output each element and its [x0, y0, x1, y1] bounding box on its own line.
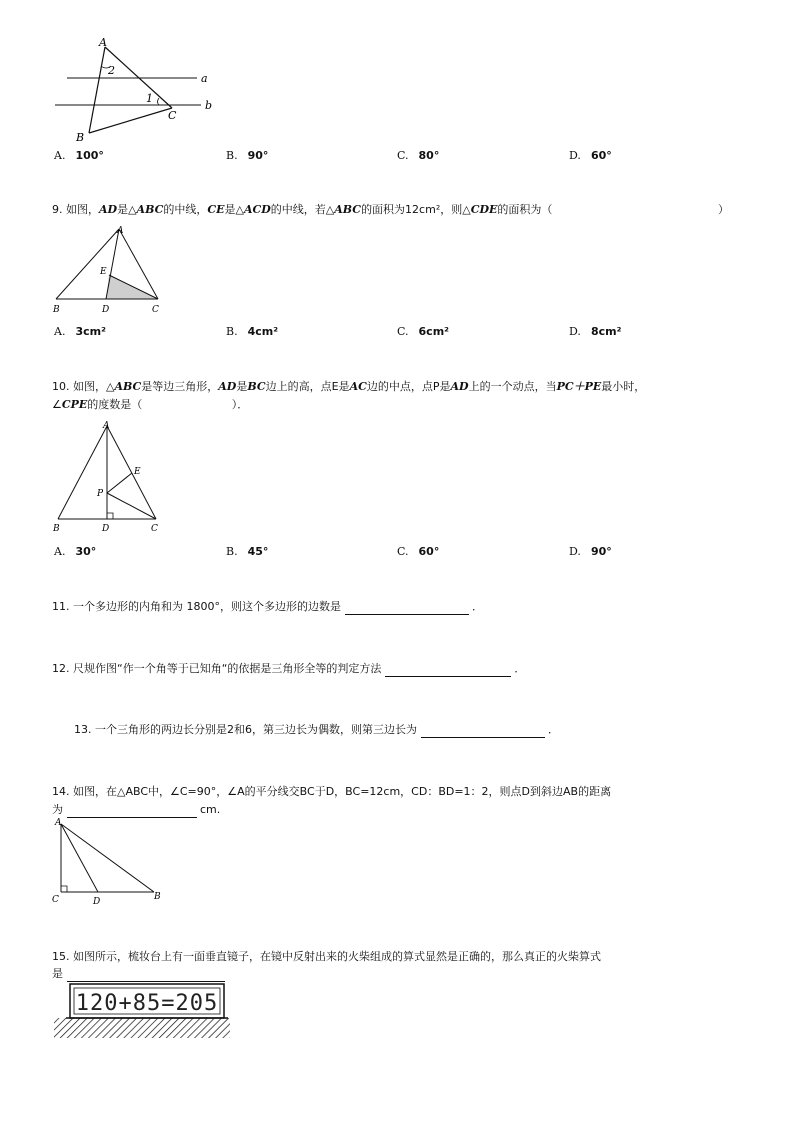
- q14-figure: [50, 815, 170, 909]
- q12-answer-blank[interactable]: [385, 664, 511, 677]
- q15-mirror-equation: 120+85=205: [75, 991, 219, 1016]
- q12-end: ．: [514, 662, 526, 675]
- q10-label-P: P: [97, 489, 104, 499]
- q14-text-wei: 为: [52, 803, 63, 816]
- q13-answer-blank[interactable]: [421, 725, 545, 738]
- option-value: 90°: [590, 545, 612, 558]
- question-number: 11.: [52, 600, 70, 613]
- q10-label-C: C: [151, 524, 158, 534]
- q10-angle-name: CPE: [61, 398, 88, 411]
- q10-angle-sign: ∠: [52, 398, 62, 411]
- q12-stem: [52, 661, 525, 677]
- option-letter: D.: [569, 325, 581, 338]
- q9-text-6: 的面积为12cm²，则△: [361, 203, 471, 216]
- q9-var-2: ABC: [136, 203, 164, 216]
- option-letter: B.: [226, 545, 238, 558]
- option-value: 4cm²: [247, 325, 279, 338]
- question-number: 12.: [52, 662, 70, 675]
- q11-text: 一个多边形的内角和为 1800°，则这个多边形的边数是: [73, 600, 341, 613]
- q14-label-C: C: [52, 895, 59, 905]
- option-value: 6cm²: [418, 325, 449, 338]
- question-number: 9.: [52, 203, 63, 216]
- q9-label-C: C: [152, 305, 159, 315]
- q9-text-3: 的中线，: [163, 203, 208, 216]
- q8-label-1: 1: [146, 92, 153, 105]
- q14-label-D: D: [93, 897, 101, 907]
- option-letter: C.: [397, 545, 409, 558]
- question-number: 14.: [52, 785, 70, 798]
- q9-option-a[interactable]: [54, 325, 106, 338]
- q10-text-2: 是等边三角形，: [141, 380, 219, 393]
- q9-label-E: E: [100, 267, 107, 277]
- option-letter: A.: [54, 325, 66, 338]
- q15-text: 如图所示，梳妆台上有一面垂直镜子，在镜中反射出来的火柴组成的算式显然是正确的，那么真正的火柴算式: [73, 950, 601, 963]
- q13-text: 一个三角形的两边长分别是2和6，第三边长为偶数，则第三边长为: [95, 723, 417, 736]
- q9-option-b[interactable]: [226, 325, 278, 338]
- q10-text-4: 边上的高，点E是: [265, 380, 350, 393]
- q10-var-1: ABC: [114, 380, 142, 393]
- q9-text-2: 是△: [117, 203, 137, 216]
- option-value: 90°: [247, 149, 269, 162]
- q8-label-b: b: [205, 99, 213, 112]
- q10-label-D: D: [102, 524, 110, 534]
- q10-text-deg: 的度数是（: [87, 398, 143, 411]
- q9-label-A: A: [117, 226, 124, 236]
- q9-var-6: CDE: [470, 203, 498, 216]
- q8-option-b[interactable]: [226, 149, 268, 162]
- q11-end: ．: [472, 600, 483, 613]
- q15-stem-line2: [52, 966, 225, 982]
- q8-option-a[interactable]: [54, 149, 104, 162]
- q10-option-c[interactable]: [397, 545, 439, 558]
- q8-option-d[interactable]: [569, 149, 612, 162]
- option-letter: B.: [226, 149, 238, 162]
- q13-end: ．: [548, 723, 559, 736]
- q10-text-6: 上的一个动点，当: [468, 380, 557, 393]
- q8-label-2: 2: [108, 64, 115, 77]
- q10-var-6: PC＋PE: [556, 380, 602, 393]
- q9-var-5: ABC: [334, 203, 362, 216]
- q9-text-4: 是△: [224, 203, 244, 216]
- q8-label-A: A: [99, 36, 107, 49]
- q10-label-A: A: [103, 421, 110, 431]
- option-value: 100°: [75, 149, 104, 162]
- q10-label-E: E: [134, 467, 141, 477]
- q8-option-c[interactable]: [397, 149, 439, 162]
- q8-label-B: B: [76, 131, 85, 144]
- q8-label-C: C: [168, 109, 177, 122]
- q10-option-b[interactable]: [226, 545, 268, 558]
- q10-text-3: 是: [236, 380, 248, 393]
- option-value: 8cm²: [590, 325, 622, 338]
- q14-stem-line1: [52, 784, 611, 800]
- q15-mirror-figure: [52, 982, 232, 1042]
- option-letter: C.: [397, 325, 409, 338]
- q9-stem: [52, 202, 732, 218]
- option-value: 45°: [247, 545, 269, 558]
- q10-option-d[interactable]: [569, 545, 612, 558]
- option-value: 60°: [418, 545, 440, 558]
- q15-answer-blank[interactable]: [67, 969, 225, 982]
- q14-text: 如图，在△ABC中，∠C=90°，∠A的平分线交BC于D，BC=12cm，CD：BD=1：2，则点D到斜边AB的距离: [73, 785, 612, 798]
- q8-label-a: a: [201, 72, 208, 85]
- q10-var-4: AC: [349, 380, 367, 393]
- q11-stem: [52, 599, 483, 615]
- option-letter: A.: [54, 545, 66, 558]
- q9-text-7: 的面积为（: [497, 203, 553, 216]
- q15-text-shi: 是: [52, 967, 63, 980]
- q10-text-5: 边的中点，点P是: [366, 380, 451, 393]
- q9-text-1: 如图，: [66, 203, 99, 216]
- q9-figure: [50, 224, 170, 316]
- q14-label-A: A: [55, 818, 62, 828]
- q10-var-5: AD: [450, 380, 469, 393]
- q9-var-4: ACD: [243, 203, 271, 216]
- option-value: 3cm²: [75, 325, 106, 338]
- q10-option-a[interactable]: [54, 545, 96, 558]
- option-letter: D.: [569, 545, 581, 558]
- q14-label-B: B: [154, 892, 161, 902]
- q10-stem-line2: [52, 397, 248, 413]
- option-letter: A.: [54, 149, 66, 162]
- q11-answer-blank[interactable]: [345, 602, 469, 615]
- q15-stem-line1: [52, 949, 601, 965]
- q9-label-D: D: [102, 305, 110, 315]
- q10-var-3: BC: [247, 380, 266, 393]
- question-number: 10.: [52, 380, 70, 393]
- q10-answer-paren[interactable]: ）．: [231, 398, 249, 411]
- option-letter: D.: [569, 149, 581, 162]
- q8-figure: [55, 36, 225, 148]
- q10-stem-line1: [52, 379, 645, 395]
- q10-text-7: 最小时，: [601, 380, 646, 393]
- q9-text-5: 的中线，若△: [270, 203, 335, 216]
- q9-option-c[interactable]: [397, 325, 449, 338]
- q13-stem: [74, 722, 559, 738]
- q9-option-d[interactable]: [569, 325, 621, 338]
- q10-label-B: B: [53, 524, 60, 534]
- q9-var-1: AD: [99, 203, 118, 216]
- option-value: 30°: [75, 545, 97, 558]
- q10-figure: [50, 418, 170, 536]
- q14-unit: cm.: [200, 803, 221, 816]
- q12-text: 尺规作图“作一个角等于已知角“的依据是三角形全等的判定方法: [73, 662, 382, 675]
- q9-label-B: B: [53, 305, 60, 315]
- option-value: 80°: [418, 149, 440, 162]
- option-value: 60°: [590, 149, 612, 162]
- q10-var-2: AD: [218, 380, 237, 393]
- q10-text-1: 如图，△: [73, 380, 115, 393]
- question-number: 13.: [74, 723, 92, 736]
- option-letter: C.: [397, 149, 409, 162]
- q9-var-3: CE: [207, 203, 225, 216]
- question-number: 15.: [52, 950, 70, 963]
- option-letter: B.: [226, 325, 238, 338]
- q9-answer-paren[interactable]: ）: [718, 203, 729, 216]
